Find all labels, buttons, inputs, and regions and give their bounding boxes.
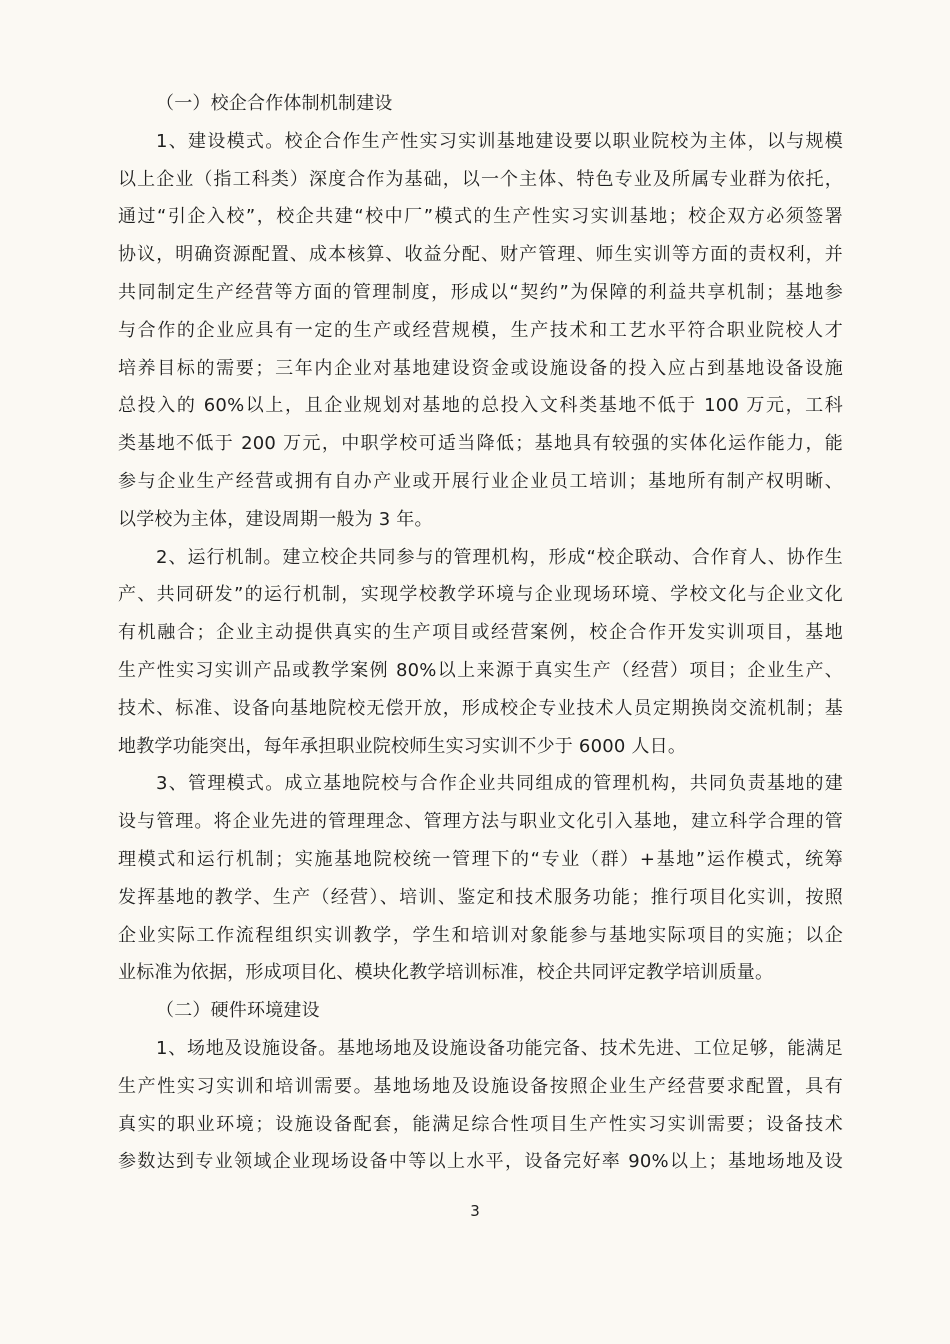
paragraph-line: 通过“引企入校”，校企共建“校中厂”模式的生产性实习实训基地；校企双方必须签署 xyxy=(118,206,843,228)
paragraph-line: 发挥基地的教学、生产（经营）、培训、鉴定和技术服务功能；推行项目化实训，按照 xyxy=(118,886,843,908)
section-heading: （一）校企合作体制机制建设 xyxy=(156,93,393,114)
paragraph-line: 真实的职业环境；设施设备配套，能满足综合性项目生产性实习实训需要；设备技术 xyxy=(118,1113,843,1135)
paragraph-line: 生产性实习实训产品或教学案例 80%以上来源于真实生产（经营）项目；企业生产、 xyxy=(118,659,843,681)
paragraph-line: 技术、标准、设备向基地院校无偿开放，形成校企专业技术人员定期换岗交流机制；基 xyxy=(118,697,843,719)
paragraph-line: 培养目标的需要；三年内企业对基地建设资金或设施设备的投入应占到基地设备设施 xyxy=(118,357,843,379)
paragraph-line: 1、建设模式。校企合作生产性实习实训基地建设要以职业院校为主体，以与规模 xyxy=(156,130,843,152)
paragraph-line: 总投入的 60%以上，且企业规划对基地的总投入文科类基地不低于 100 万元，工科 xyxy=(118,395,843,417)
paragraph-line: 地教学功能突出，每年承担职业院校师生实习实训不少于 6000 人日。 xyxy=(118,735,687,757)
paragraph-line: 1、场地及设施设备。基地场地及设施设备功能完备、技术先进、工位足够，能满足 xyxy=(156,1037,843,1059)
paragraph xyxy=(118,123,843,539)
paragraph-line: 3、管理模式。成立基地院校与合作企业共同组成的管理机构，共同负责基地的建 xyxy=(156,773,843,795)
paragraph-line: 参与企业生产经营或拥有自办产业或开展行业企业员工培训；基地所有制产权明晰、 xyxy=(118,470,843,492)
paragraph-line: 生产性实习实训和培训需要。基地场地及设施设备按照企业生产经营要求配置，具有 xyxy=(118,1075,843,1097)
document-body xyxy=(118,85,843,1181)
paragraph xyxy=(118,765,843,992)
paragraph-line: 理模式和运行机制；实施基地院校统一管理下的“专业（群）+基地”运作模式，统筹 xyxy=(118,848,843,870)
paragraph-line: 类基地不低于 200 万元，中职学校可适当降低；基地具有较强的实体化运作能力，能 xyxy=(118,433,843,455)
paragraph-line: 协议，明确资源配置、成本核算、收益分配、财产管理、师生实训等方面的责权利，并 xyxy=(118,244,843,266)
page-number: 3 xyxy=(470,1202,480,1220)
paragraph-line: 产、共同研发”的运行机制，实现学校教学环境与企业现场环境、学校文化与企业文化 xyxy=(118,584,843,606)
paragraph-line: 参数达到专业领域企业现场设备中等以上水平，设备完好率 90%以上；基地场地及设 xyxy=(118,1151,843,1173)
paragraph-line: 共同制定生产经营等方面的管理制度，形成以“契约”为保障的利益共享机制；基地参 xyxy=(118,281,843,303)
paragraph xyxy=(118,1030,843,1181)
paragraph-line: 与合作的企业应具有一定的生产或经营规模，生产技术和工艺水平符合职业院校人才 xyxy=(118,319,843,341)
paragraph-line: 以上企业（指工科类）深度合作为基础，以一个主体、特色专业及所属专业群为依托， xyxy=(118,168,843,190)
paragraph-line: 设与管理。将企业先进的管理理念、管理方法与职业文化引入基地，建立科学合理的管 xyxy=(118,811,843,833)
paragraph-line: 有机融合；企业主动提供真实的生产项目或经营案例，校企合作开发实训项目，基地 xyxy=(118,622,843,644)
paragraph-line: 企业实际工作流程组织实训教学，学生和培训对象能参与基地实际项目的实施；以企 xyxy=(118,924,843,946)
paragraph xyxy=(118,539,843,766)
section-heading: （二）硬件环境建设 xyxy=(156,1000,320,1022)
paragraph-line: 2、运行机制。建立校企共同参与的管理机构，形成“校企联动、合作育人、协作生 xyxy=(156,546,843,568)
paragraph-line: 业标准为依据，形成项目化、模块化教学培训标准，校企共同评定教学培训质量。 xyxy=(118,962,774,984)
paragraph-line: 以学校为主体，建设周期一般为 3 年。 xyxy=(118,508,433,530)
